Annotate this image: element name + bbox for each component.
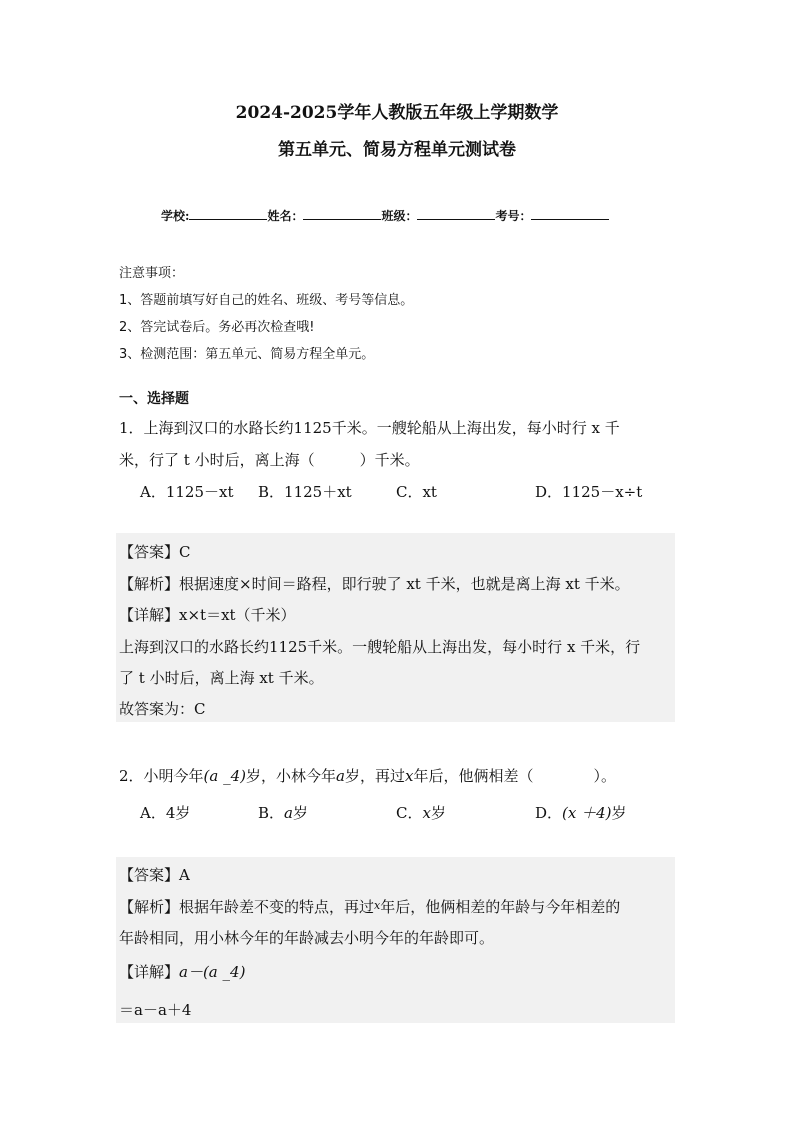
detail-formula: x×t＝xt（千米） [179,606,296,624]
q2-math: a [336,767,345,785]
q2-text: 年后，他俩相差（ ）。 [413,767,616,785]
option-math: x [422,804,431,822]
q1-answer: 【答案】C [119,543,191,561]
q2-answer: 【答案】A [119,866,190,884]
q1-detail [119,604,296,625]
q2-analysis-line-2: 年龄相同，用小林今年的年龄减去小明今年的年龄即可。 [119,929,495,947]
option-prefix: D． [535,804,563,822]
q1-option-a: A．1125－xt [140,483,234,501]
question-1-line-1: 1．上海到汉口的水路长约1125千米。一艘轮船从上海出发，每小时行 x 千 [119,419,620,437]
question-2-line-1 [119,765,616,786]
q2-detail-line-2: ＝a－a＋4 [119,1001,192,1019]
analysis-math: x [374,899,381,912]
q1-option-d: D．1125－x÷t [535,483,643,501]
q2-option-b [258,802,308,823]
exam-no-label: 考号： [495,209,532,223]
option-suffix: 岁 [611,804,627,822]
section-heading: 一、选择题 [119,391,189,407]
option-math: (x ＋4) [562,804,612,822]
q2-detail [119,961,245,982]
option-prefix: C． [396,804,423,822]
analysis-text: 【解析】根据年龄差不变的特点，再过 [119,898,375,916]
q2-analysis-line-1 [119,896,620,917]
notice-item: 2、答完试卷后。务必再次检查哦! [119,320,315,335]
q2-option-a: A．4岁 [140,804,191,822]
q1-detail-line-3: 了 t 小时后，离上海 xt 千米。 [119,669,324,687]
q1-answer-block [116,533,675,722]
name-blank[interactable] [303,207,381,220]
q1-option-b: B．1125＋xt [258,483,352,501]
q1-detail-line-2: 上海到汉口的水路长约1125千米。一艘轮船从上海出发，每小时行 x 千米，行 [119,638,641,656]
q1-option-c: C．xt [396,483,437,501]
name-label: 姓名： [267,209,304,223]
detail-math: a－(a _4) [179,963,246,981]
detail-label: 【详解】 [119,606,180,624]
q2-option-c [396,802,446,823]
exam-no-blank[interactable] [531,207,609,220]
detail-label: 【详解】 [119,963,180,981]
q1-conclusion: 故答案为：C [119,700,206,718]
option-suffix: 岁 [292,804,308,822]
q1-analysis: 【解析】根据速度×时间＝路程，即行驶了 xt 千米，也就是离上海 xt 千米。 [119,575,630,593]
option-math: a [284,804,293,822]
school-label: 学校: [161,209,190,223]
q2-text: 岁，小林今年 [246,767,337,785]
class-label: 班级： [381,209,418,223]
analysis-text: 年后，他俩相差的年龄与今年相差的 [380,898,621,916]
option-suffix: 岁 [430,804,446,822]
question-1-line-2: 米，行了 t 小时后，离上海（ ）千米。 [119,451,420,469]
school-blank[interactable] [189,207,267,220]
q2-math: (a _4) [203,767,247,785]
q2-text: 2．小明今年 [119,767,204,785]
notice-item: 1、答题前填写好自己的姓名、班级、考号等信息。 [119,293,414,308]
q2-math: x [405,767,414,785]
notice-item: 3、检测范围：第五单元、简易方程全单元。 [119,347,375,362]
q2-text: 岁，再过 [344,767,405,785]
q2-option-d [535,802,627,823]
option-prefix: B． [258,804,285,822]
class-blank[interactable] [417,207,495,220]
notice-heading: 注意事项： [119,266,185,281]
page-subtitle: 第五单元、简易方程单元测试卷 [278,140,516,160]
student-info-row [161,207,609,224]
page-title: 2024-2025学年人教版五年级上学期数学 [235,103,559,123]
